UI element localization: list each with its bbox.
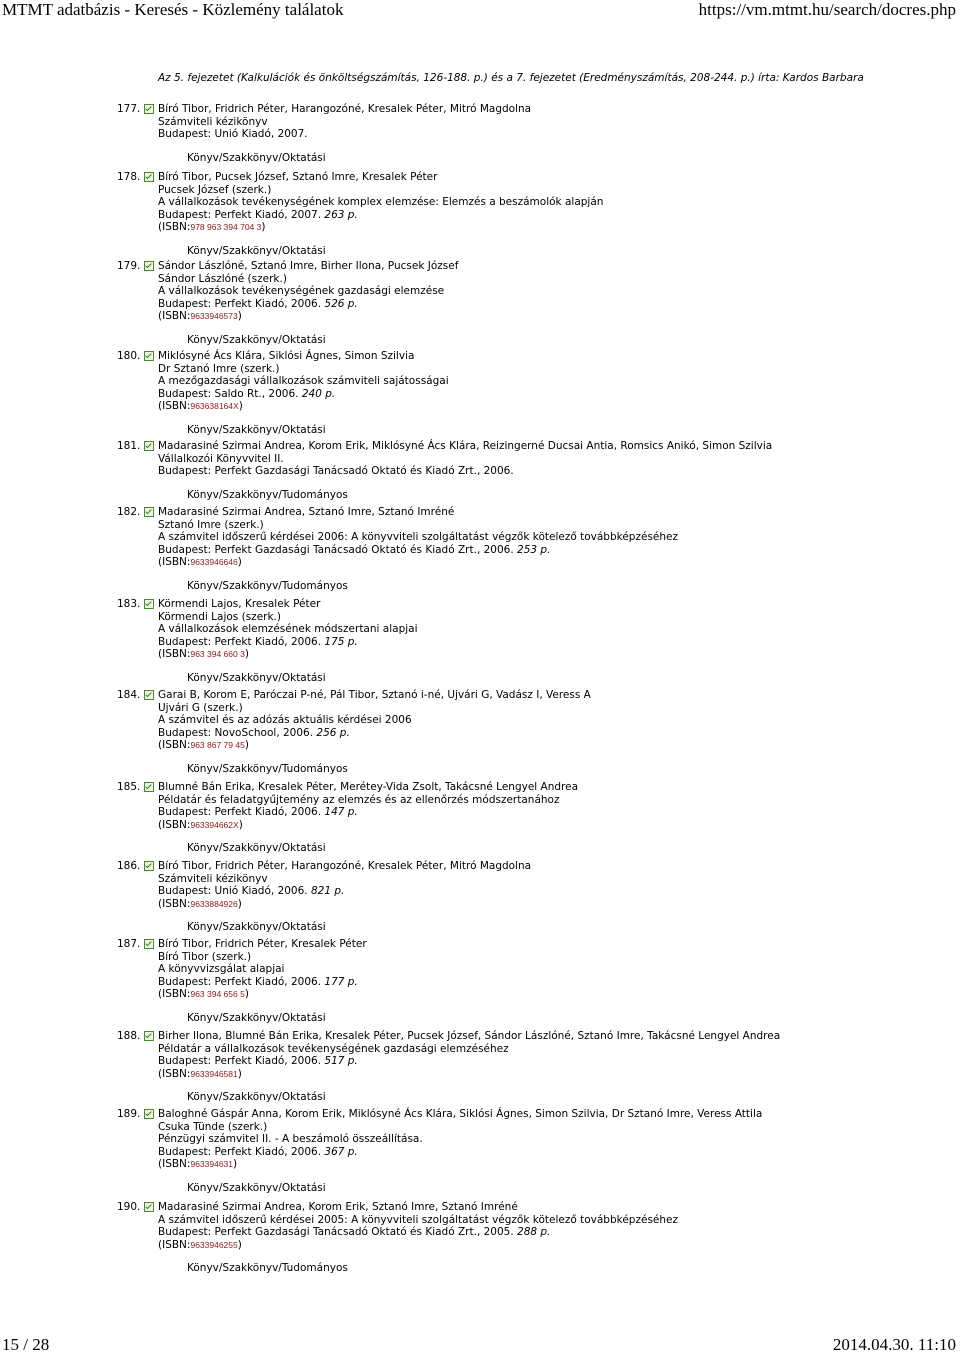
record-isbn-line: (ISBN:963 394 656 5) <box>158 988 249 1001</box>
record-editor: Dr Sztanó Imre (szerk.) <box>158 362 280 375</box>
select-checkbox[interactable] <box>144 104 154 114</box>
record-category: Könyv/Szakkönyv/Tudományos <box>187 488 348 501</box>
record-pages: 177 p. <box>324 975 358 988</box>
select-checkbox[interactable] <box>144 172 154 182</box>
select-checkbox[interactable] <box>144 782 154 792</box>
record-authors: Sándor Lászlóné, Sztanó Imre, Birher Ilona, Pucsek József <box>158 260 459 272</box>
record-category: Könyv/Szakkönyv/Tudományos <box>187 763 348 775</box>
record-isbn: 9633946581 <box>190 1068 238 1079</box>
record-publisher-line <box>158 806 920 819</box>
record-authors: Birher Ilona, Blumné Bán Erika, Kresalek Péter, Pucsek József, Sándor Lászlóné, Sztanó Imre, Takácsné Lengyel Andrea <box>158 1030 781 1042</box>
record-pages: 367 p. <box>324 1145 358 1158</box>
record-isbn: 963638164X <box>190 401 239 412</box>
record-body <box>158 781 920 831</box>
record-editor: Sándor Lászlóné (szerk.) <box>158 272 287 285</box>
record-number: 185. <box>117 781 141 793</box>
record-title: A számvitel időszerű kérdései 2005: A könyvviteli szolgáltatást végzők kötelező továbbképzéséhez <box>158 1213 679 1226</box>
record-publisher: Budapest: Unió Kiadó, 2007. <box>158 128 308 141</box>
record-publisher-line <box>158 388 920 401</box>
record-isbn-line: (ISBN:963 394 660 3) <box>158 648 249 661</box>
record-number: 186. <box>117 860 141 872</box>
record-title: Számviteli kézikönyv <box>158 115 268 128</box>
page-url: https://vm.mtmt.hu/search/docres.php <box>698 0 956 19</box>
record-pages: 147 p. <box>324 806 358 819</box>
record-title: A vállalkozások elemzésének módszertani alapjai <box>158 623 418 636</box>
record-title: A könyvvizsgálat alapjai <box>158 963 285 976</box>
record-body <box>158 689 920 752</box>
record-category: Könyv/Szakkönyv/Oktatási <box>187 842 326 855</box>
record-authors: Blumné Bán Erika, Kresalek Péter, Merétey-Vida Zsolt, Takácsné Lengyel Andrea <box>158 781 579 793</box>
record-title: Vállalkozói Könyvvitel II. <box>158 452 284 465</box>
record-authors: Bíró Tibor, Pucsek József, Sztanó Imre, Kresalek Péter <box>158 171 438 183</box>
record-isbn: 963394631 <box>190 1159 234 1170</box>
record-pages: 175 p. <box>324 635 358 648</box>
record-body <box>158 506 920 569</box>
record-publisher-line <box>158 465 920 478</box>
record-publisher-line <box>158 885 920 898</box>
record-category: Könyv/Szakkönyv/Oktatási <box>187 151 326 164</box>
record-body <box>158 1108 920 1171</box>
record-publisher: Budapest: Perfekt Kiadó, 2006. <box>158 297 322 310</box>
record-category: Könyv/Szakkönyv/Oktatási <box>187 921 326 934</box>
record-isbn: 963 394 656 5 <box>190 989 245 1000</box>
record-category: Könyv/Szakkönyv/Oktatási <box>187 334 326 346</box>
record-title: A számvitel és az adózás aktuális kérdései 2006 <box>158 714 412 727</box>
record-number: 190. <box>117 1201 141 1213</box>
record-pages: 517 p. <box>324 1055 358 1068</box>
record-publisher: Budapest: Saldo Rt., 2006. <box>158 387 299 400</box>
record-authors: Madarasiné Szirmai Andrea, Korom Erik, Miklósyné Ács Klára, Reizingerné Ducsai Antia, Romsics Anikó, Simon Szilvia <box>158 440 773 452</box>
record-publisher-line <box>158 544 920 557</box>
record-isbn-line: (ISBN:978 963 394 704 3) <box>158 221 266 234</box>
record-publisher-line <box>158 298 920 311</box>
select-checkbox[interactable] <box>144 1109 154 1119</box>
record-body <box>158 440 920 478</box>
record-publisher: Budapest: Perfekt Gazdasági Tanácsadó Oktató és Kiadó Zrt., 2006. <box>158 543 514 556</box>
record-pages: 256 p. <box>316 726 350 739</box>
record-isbn-line: (ISBN:963394662X) <box>158 818 243 831</box>
record-number: 184. <box>117 689 141 701</box>
record-publisher-line <box>158 976 920 989</box>
record-category: Könyv/Szakkönyv/Tudományos <box>187 1262 348 1275</box>
record-isbn-line: (ISBN:963638164X) <box>158 400 243 413</box>
record-number: 179. <box>117 260 141 272</box>
record-editor: Pucsek József (szerk.) <box>158 183 272 196</box>
record-publisher: Budapest: Perfekt Gazdasági Tanácsadó Oktató és Kiadó Zrt., 2005. <box>158 1226 514 1239</box>
record-publisher: Budapest: Perfekt Kiadó, 2006. <box>158 975 322 988</box>
record-isbn-line: (ISBN:9633946581) <box>158 1067 242 1080</box>
select-checkbox[interactable] <box>144 599 154 609</box>
record-publisher: Budapest: Perfekt Kiadó, 2007. <box>158 208 322 221</box>
record-number: 178. <box>117 171 141 183</box>
select-checkbox[interactable] <box>144 351 154 361</box>
record-category: Könyv/Szakkönyv/Oktatási <box>187 424 326 436</box>
record-isbn: 963 394 660 3 <box>190 649 245 660</box>
record-body <box>158 260 920 323</box>
record-body <box>158 1030 920 1080</box>
record-title: Példatár és feladatgyűjtemény az elemzés és az ellenőrzés módszertanához <box>158 793 560 806</box>
page-number: 15 / 28 <box>2 1335 50 1354</box>
record-isbn: 978 963 394 704 3 <box>190 222 262 233</box>
record-authors: Bíró Tibor, Fridrich Péter, Harangozóné, Kresalek Péter, Mitró Magdolna <box>158 103 532 115</box>
record-pages: 263 p. <box>324 208 358 221</box>
record-body <box>158 103 920 141</box>
record-pages: 526 p. <box>324 297 358 310</box>
record-editor: Csuka Tünde (szerk.) <box>158 1120 268 1133</box>
record-publisher-line <box>158 128 920 141</box>
record-title: A vállalkozások tevékenységének komplex elemzése: Elemzés a beszámolók alapján <box>158 196 604 209</box>
record-body <box>158 860 920 910</box>
record-isbn: 963 867 79 45 <box>190 740 245 751</box>
select-checkbox[interactable] <box>144 441 154 451</box>
record-authors: Garai B, Korom E, Paróczai P-né, Pál Tibor, Sztanó i-né, Ujvári G, Vadász I, Veress A <box>158 689 591 701</box>
record-editor: Körmendi Lajos (szerk.) <box>158 610 281 623</box>
record-body <box>158 938 920 1001</box>
record-isbn-line: (ISBN:9633884926) <box>158 897 242 910</box>
record-pages: 288 p. <box>517 1226 551 1239</box>
record-note: Az 5. fejezetet (Kalkulációk és önköltségszámítás, 126-188. p.) és a 7. fejezetet (Eredményszámítás, 208-244. p.) írta: Kardos Barbara <box>158 72 864 84</box>
record-editor: Ujvári G (szerk.) <box>158 701 243 714</box>
record-category: Könyv/Szakkönyv/Oktatási <box>187 1012 326 1024</box>
record-isbn: 9633946255 <box>190 1239 238 1250</box>
record-isbn: 9633946646 <box>190 557 238 568</box>
record-authors: Madarasiné Szirmai Andrea, Korom Erik, Sztanó Imre, Sztanó Imréné <box>158 1201 518 1213</box>
record-pages: 821 p. <box>310 885 345 898</box>
record-publisher: Budapest: Unió Kiadó, 2006. <box>158 885 308 898</box>
record-authors: Körmendi Lajos, Kresalek Péter <box>158 598 321 610</box>
record-category: Könyv/Szakkönyv/Oktatási <box>187 672 326 684</box>
record-number: 183. <box>117 598 141 610</box>
select-checkbox[interactable] <box>144 1031 154 1041</box>
record-title: A vállalkozások tevékenységének gazdasági elemzése <box>158 285 445 298</box>
record-authors: Baloghné Gáspár Anna, Korom Erik, Miklósyné Ács Klára, Siklósi Ágnes, Simon Szilvia, Dr Sztanó Imre, Veress Attila <box>158 1108 763 1120</box>
record-body <box>158 598 920 661</box>
record-number: 188. <box>117 1030 141 1042</box>
record-pages: 240 p. <box>301 387 336 400</box>
record-publisher: Budapest: Perfekt Kiadó, 2006. <box>158 635 322 648</box>
record-title: Pénzügyi számvitel II. - A beszámoló összeállítása. <box>158 1133 423 1146</box>
record-publisher-line <box>158 1146 920 1159</box>
record-authors: Madarasiné Szirmai Andrea, Sztanó Imre, Sztanó Imréné <box>158 506 455 518</box>
record-body <box>158 350 920 413</box>
select-checkbox[interactable] <box>144 507 154 517</box>
record-isbn: 9633884926 <box>190 898 238 909</box>
record-number: 177. <box>117 103 141 115</box>
record-editor: Sztanó Imre (szerk.) <box>158 518 264 531</box>
record-body <box>158 171 920 234</box>
record-editor: Bíró Tibor (szerk.) <box>158 950 252 963</box>
record-publisher: Budapest: Perfekt Kiadó, 2006. <box>158 1145 322 1158</box>
record-isbn-line: (ISBN:963 867 79 45) <box>158 739 249 752</box>
record-title: Példatár a vállalkozások tevékenységének gazdasági elemzéséhez <box>158 1042 509 1055</box>
record-title: A számvitel időszerű kérdései 2006: A könyvviteli szolgáltatást végzők kötelező továbbképzéséhez <box>158 531 679 544</box>
record-publisher: Budapest: Perfekt Kiadó, 2006. <box>158 806 322 819</box>
record-publisher-line <box>158 727 920 740</box>
record-isbn-line: (ISBN:9633946255) <box>158 1238 242 1251</box>
print-datetime: 2014.04.30. 11:10 <box>832 1335 956 1354</box>
record-publisher-line <box>158 209 920 222</box>
record-number: 187. <box>117 938 141 950</box>
record-isbn-line: (ISBN:9633946573) <box>158 310 242 323</box>
print-footer <box>0 1335 960 1357</box>
record-category: Könyv/Szakkönyv/Oktatási <box>187 245 326 257</box>
record-publisher-line <box>158 1226 920 1239</box>
record-number: 189. <box>117 1108 141 1120</box>
select-checkbox[interactable] <box>144 861 154 871</box>
select-checkbox[interactable] <box>144 690 154 700</box>
record-body <box>158 1201 920 1251</box>
record-isbn-line: (ISBN:9633946646) <box>158 556 242 569</box>
record-publisher: Budapest: NovoSchool, 2006. <box>158 726 314 739</box>
record-publisher-line <box>158 636 920 649</box>
page-title: MTMT adatbázis - Keresés - Közlemény találatok <box>2 0 344 19</box>
record-category: Könyv/Szakkönyv/Oktatási <box>187 1091 326 1104</box>
record-isbn-line: (ISBN:963394631) <box>158 1158 238 1171</box>
record-category: Könyv/Szakkönyv/Oktatási <box>187 1182 326 1194</box>
record-authors: Miklósyné Ács Klára, Siklósi Ágnes, Simon Szilvia <box>158 350 415 362</box>
record-publisher-line <box>158 1055 920 1068</box>
select-checkbox[interactable] <box>144 261 154 271</box>
record-category: Könyv/Szakkönyv/Tudományos <box>187 580 348 592</box>
record-number: 182. <box>117 506 141 518</box>
record-authors: Bíró Tibor, Fridrich Péter, Kresalek Péter <box>158 938 367 950</box>
record-isbn: 9633946573 <box>190 311 238 322</box>
record-publisher: Budapest: Perfekt Gazdasági Tanácsadó Oktató és Kiadó Zrt., 2006. <box>158 465 514 478</box>
print-header <box>0 0 960 22</box>
record-title: Számviteli kézikönyv <box>158 872 268 885</box>
record-publisher: Budapest: Perfekt Kiadó, 2006. <box>158 1055 322 1068</box>
select-checkbox[interactable] <box>144 1202 154 1212</box>
record-number: 180. <box>117 350 141 362</box>
record-number: 181. <box>117 440 141 452</box>
record-title: A mezőgazdasági vállalkozások számviteli sajátosságai <box>158 375 449 388</box>
record-isbn: 963394662X <box>190 819 239 830</box>
record-authors: Bíró Tibor, Fridrich Péter, Harangozóné, Kresalek Péter, Mitró Magdolna <box>158 860 532 872</box>
record-pages: 253 p. <box>517 543 551 556</box>
select-checkbox[interactable] <box>144 939 154 949</box>
